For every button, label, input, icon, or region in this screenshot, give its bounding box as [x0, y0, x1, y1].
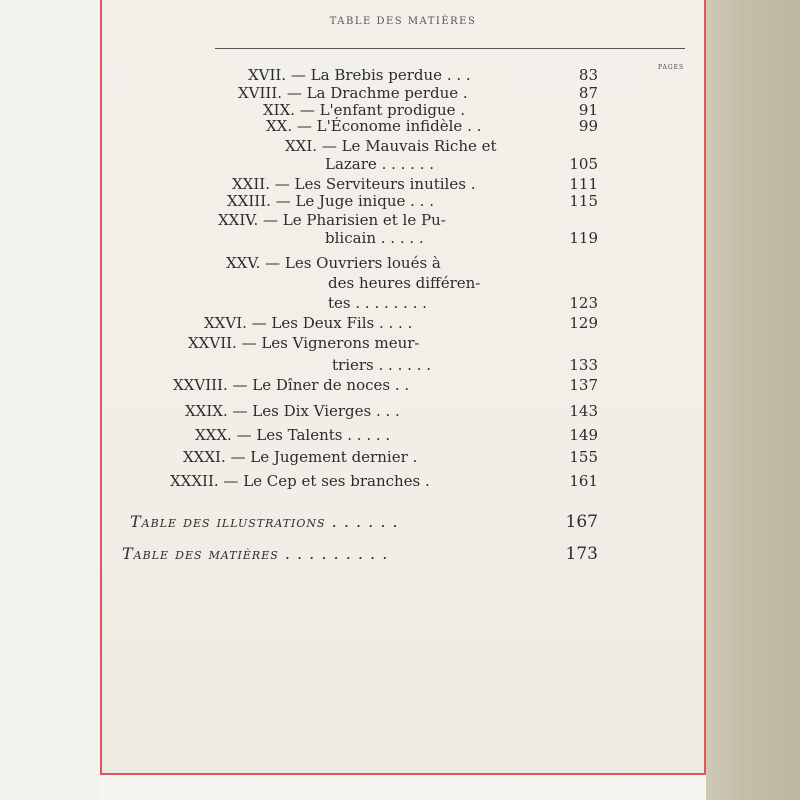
- end-matter-line: Table des illustrations . . . . . .: [130, 512, 399, 531]
- toc-page-number: 83: [578, 66, 598, 84]
- toc-entry-line: XXIX. — Les Dix Vierges . . .: [185, 402, 400, 420]
- toc-entry-line: XXVII. — Les Vignerons meur-: [188, 334, 420, 352]
- below-page-area: [100, 775, 706, 800]
- toc-page-number: 129: [569, 314, 598, 332]
- toc-entry-line: XXIV. — Le Pharisien et le Pu-: [218, 211, 446, 229]
- book-spine-edge: [705, 0, 800, 800]
- toc-entry-line: XXXI. — Le Jugement dernier .: [183, 448, 418, 466]
- toc-page-number: 133: [569, 356, 598, 374]
- toc-entry-line: blicain . . . . .: [325, 229, 424, 247]
- toc-entry-line: XXV. — Les Ouvriers loués à: [226, 254, 441, 272]
- red-border-right: [704, 0, 706, 775]
- toc-page-number: 105: [569, 155, 598, 173]
- toc-page-number: 99: [578, 117, 598, 135]
- toc-entry-line: XXVI. — Les Deux Fils . . . .: [204, 314, 413, 332]
- toc-page-number: 137: [569, 376, 598, 394]
- toc-page-number: 87: [578, 84, 598, 102]
- toc-entry-line: tes . . . . . . . .: [328, 294, 427, 312]
- pages-label: PAGES: [658, 64, 685, 71]
- toc-page-number: 155: [569, 448, 598, 466]
- background-left: [0, 0, 100, 800]
- toc-entry-line: XIX. — L'enfant prodigue .: [263, 101, 466, 119]
- header-rule: [215, 48, 685, 49]
- end-matter-page-number: 167: [565, 512, 598, 532]
- toc-entry-line: XXII. — Les Serviteurs inutiles .: [232, 175, 476, 193]
- toc-entry-line: XX. — L'Économe infidèle . .: [266, 117, 482, 135]
- red-border-left: [100, 0, 102, 775]
- toc-entry-line: Lazare . . . . . .: [325, 155, 435, 173]
- toc-entry-line: des heures différen-: [328, 274, 481, 292]
- toc-entry-line: XXXII. — Le Cep et ses branches .: [170, 472, 430, 490]
- end-matter-page-number: 173: [565, 544, 598, 564]
- book-page: [100, 0, 706, 800]
- toc-page-number: 161: [569, 472, 598, 490]
- toc-entry-line: triers . . . . . .: [332, 356, 431, 374]
- toc-entry-line: XXX. — Les Talents . . . . .: [195, 426, 391, 444]
- toc-page-number: 115: [569, 192, 598, 210]
- toc-entry-line: XVII. — La Brebis perdue . . .: [248, 66, 471, 84]
- toc-page-number: 143: [569, 402, 598, 420]
- toc-page-number: 119: [569, 229, 598, 247]
- toc-page-number: 123: [569, 294, 598, 312]
- running-title: TABLE DES MATIÈRES: [329, 16, 477, 27]
- toc-page-number: 91: [578, 101, 598, 119]
- toc-entry-line: XXIII. — Le Juge inique . . .: [227, 192, 434, 210]
- toc-entry-line: XXVIII. — Le Dîner de noces . .: [173, 376, 410, 394]
- toc-entry-line: XVIII. — La Drachme perdue .: [238, 84, 468, 102]
- toc-page-number: 149: [569, 426, 598, 444]
- toc-page-number: 111: [569, 175, 598, 193]
- toc-entry-line: XXI. — Le Mauvais Riche et: [285, 137, 497, 155]
- end-matter-line: Table des matières . . . . . . . . .: [122, 544, 389, 563]
